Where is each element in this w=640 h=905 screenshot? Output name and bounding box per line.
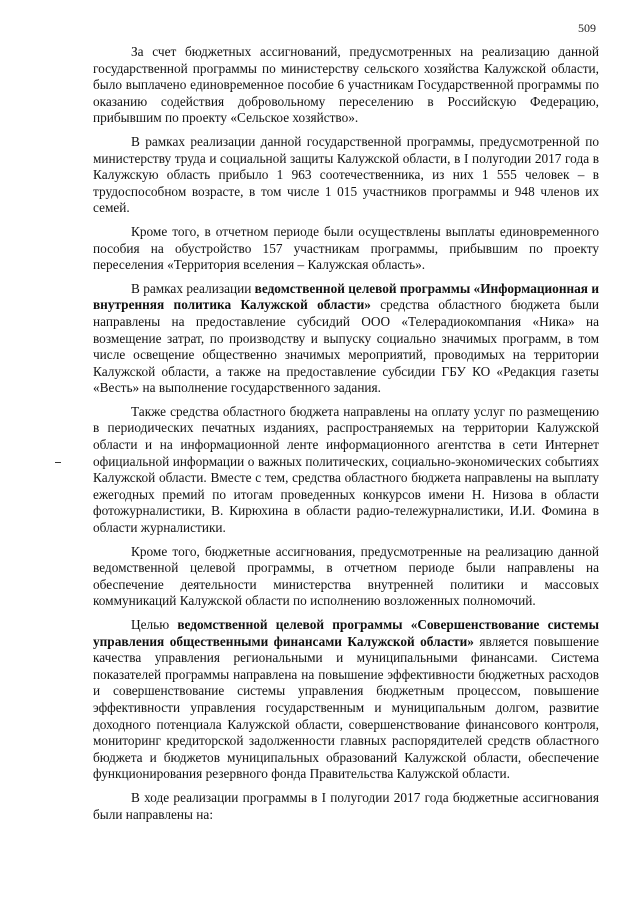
paragraph-p5 <box>93 404 599 537</box>
paragraph-text: является повышение качества управления региональными и муниципальными финансами. Система показателей программы направлена на повышение эффективности бюджетных расходов и совершенствование системы управления бюджетным процессом, повышение эффективности управления государственным и муниципальным долгом, развитие доходного потенциала Калужской области, совершенствование финансового контроля, мониторинг кредиторской задолженности главных распорядителей средств областного бюджета и бюджетов муниципальных образований Калужской области, обеспечение функционирования резервного фонда Правительства Калужской области. <box>93 633 600 782</box>
document-body <box>93 44 599 823</box>
paragraph-text: В ходе реализации программы в I полугодии 2017 года бюджетные ассигнования были направлены на: <box>93 789 599 822</box>
page-number: 509 <box>578 21 596 35</box>
paragraph-text: Кроме того, бюджетные ассигнования, предусмотренные на реализацию данной ведомственной целевой программы, в отчетном периоде были направлены на обеспечение деятельности министерства внутренней политики и массовых коммуникаций Калужской области по исполнению возложенных полномочий. <box>93 543 599 609</box>
paragraph-p6 <box>93 544 599 610</box>
paragraph-text: Также средства областного бюджета направлены на оплату услуг по размещению в периодических печатных изданиях, распространяемых на территории Калужской области и на информационной ленте информационного агентства в сети Интернет официальной информации о важных политических, социально-экономических событиях Калужской области. Вместе с тем, средства областного бюджета направлены на выплату ежегодных премий по итогам проведенных конкурсов имени Н. Низова в области фотожурналистики, В. Кирюхина в области радио-тележурналистики, И.И. Фомина в области журналистики. <box>93 403 599 536</box>
paragraph-p2 <box>93 134 599 217</box>
paragraph-text: средства областного бюджета были направлены на предоставление субсидий ООО «Телерадиокомпания «Ника» на возмещение затрат, по производству и выпуску социально значимых программ, в том числе освещение общественно значимых мероприятий, проводимых на территории Калужской области, а также на предоставление субсидии ГБУ КО «Редакция газеты «Весть» на выполнение государственного задания. <box>93 297 599 396</box>
margin-mark <box>55 462 61 463</box>
paragraph-text: Целью <box>131 617 178 632</box>
bold-text: ведомственной целевой программы «Совершенствование системы управления общественными финансами Калужской области» <box>93 617 599 649</box>
paragraph-text: В рамках реализации данной государственной программы, предусмотренной по министерству труда и социальной защиты Калужской области, в I полугодии 2017 года в Калужскую область прибыло 1 963 соотечественника, из них 1 555 человек – в трудоспособном возрасте, в том числе 1 015 участников программы и 948 членов их семей. <box>93 133 599 216</box>
paragraph-p4 <box>93 281 599 397</box>
paragraph-p7 <box>93 617 599 783</box>
paragraph-p1 <box>93 44 599 127</box>
paragraph-p3 <box>93 224 599 274</box>
bold-text: ведомственной целевой программы «Информационная и внутренняя политика Калужской области» <box>93 280 599 313</box>
paragraph-text: За счет бюджетных ассигнований, предусмотренных на реализацию данной государственной программы по министерству сельского хозяйства Калужской области, было выплачено единовременное пособие 6 участникам Государственной программы по оказанию содействия добровольному переселению в Российскую Федерацию, прибывшим по проекту «Сельское хозяйство». <box>93 44 599 126</box>
paragraph-text: Кроме того, в отчетном периоде были осуществлены выплаты единовременного пособия на обустройство 157 участникам программы, прибывшим по проекту переселения «Территория вселения – Калужская область». <box>93 223 599 273</box>
paragraph-p8 <box>93 790 599 823</box>
paragraph-text: В рамках реализации <box>131 280 255 296</box>
